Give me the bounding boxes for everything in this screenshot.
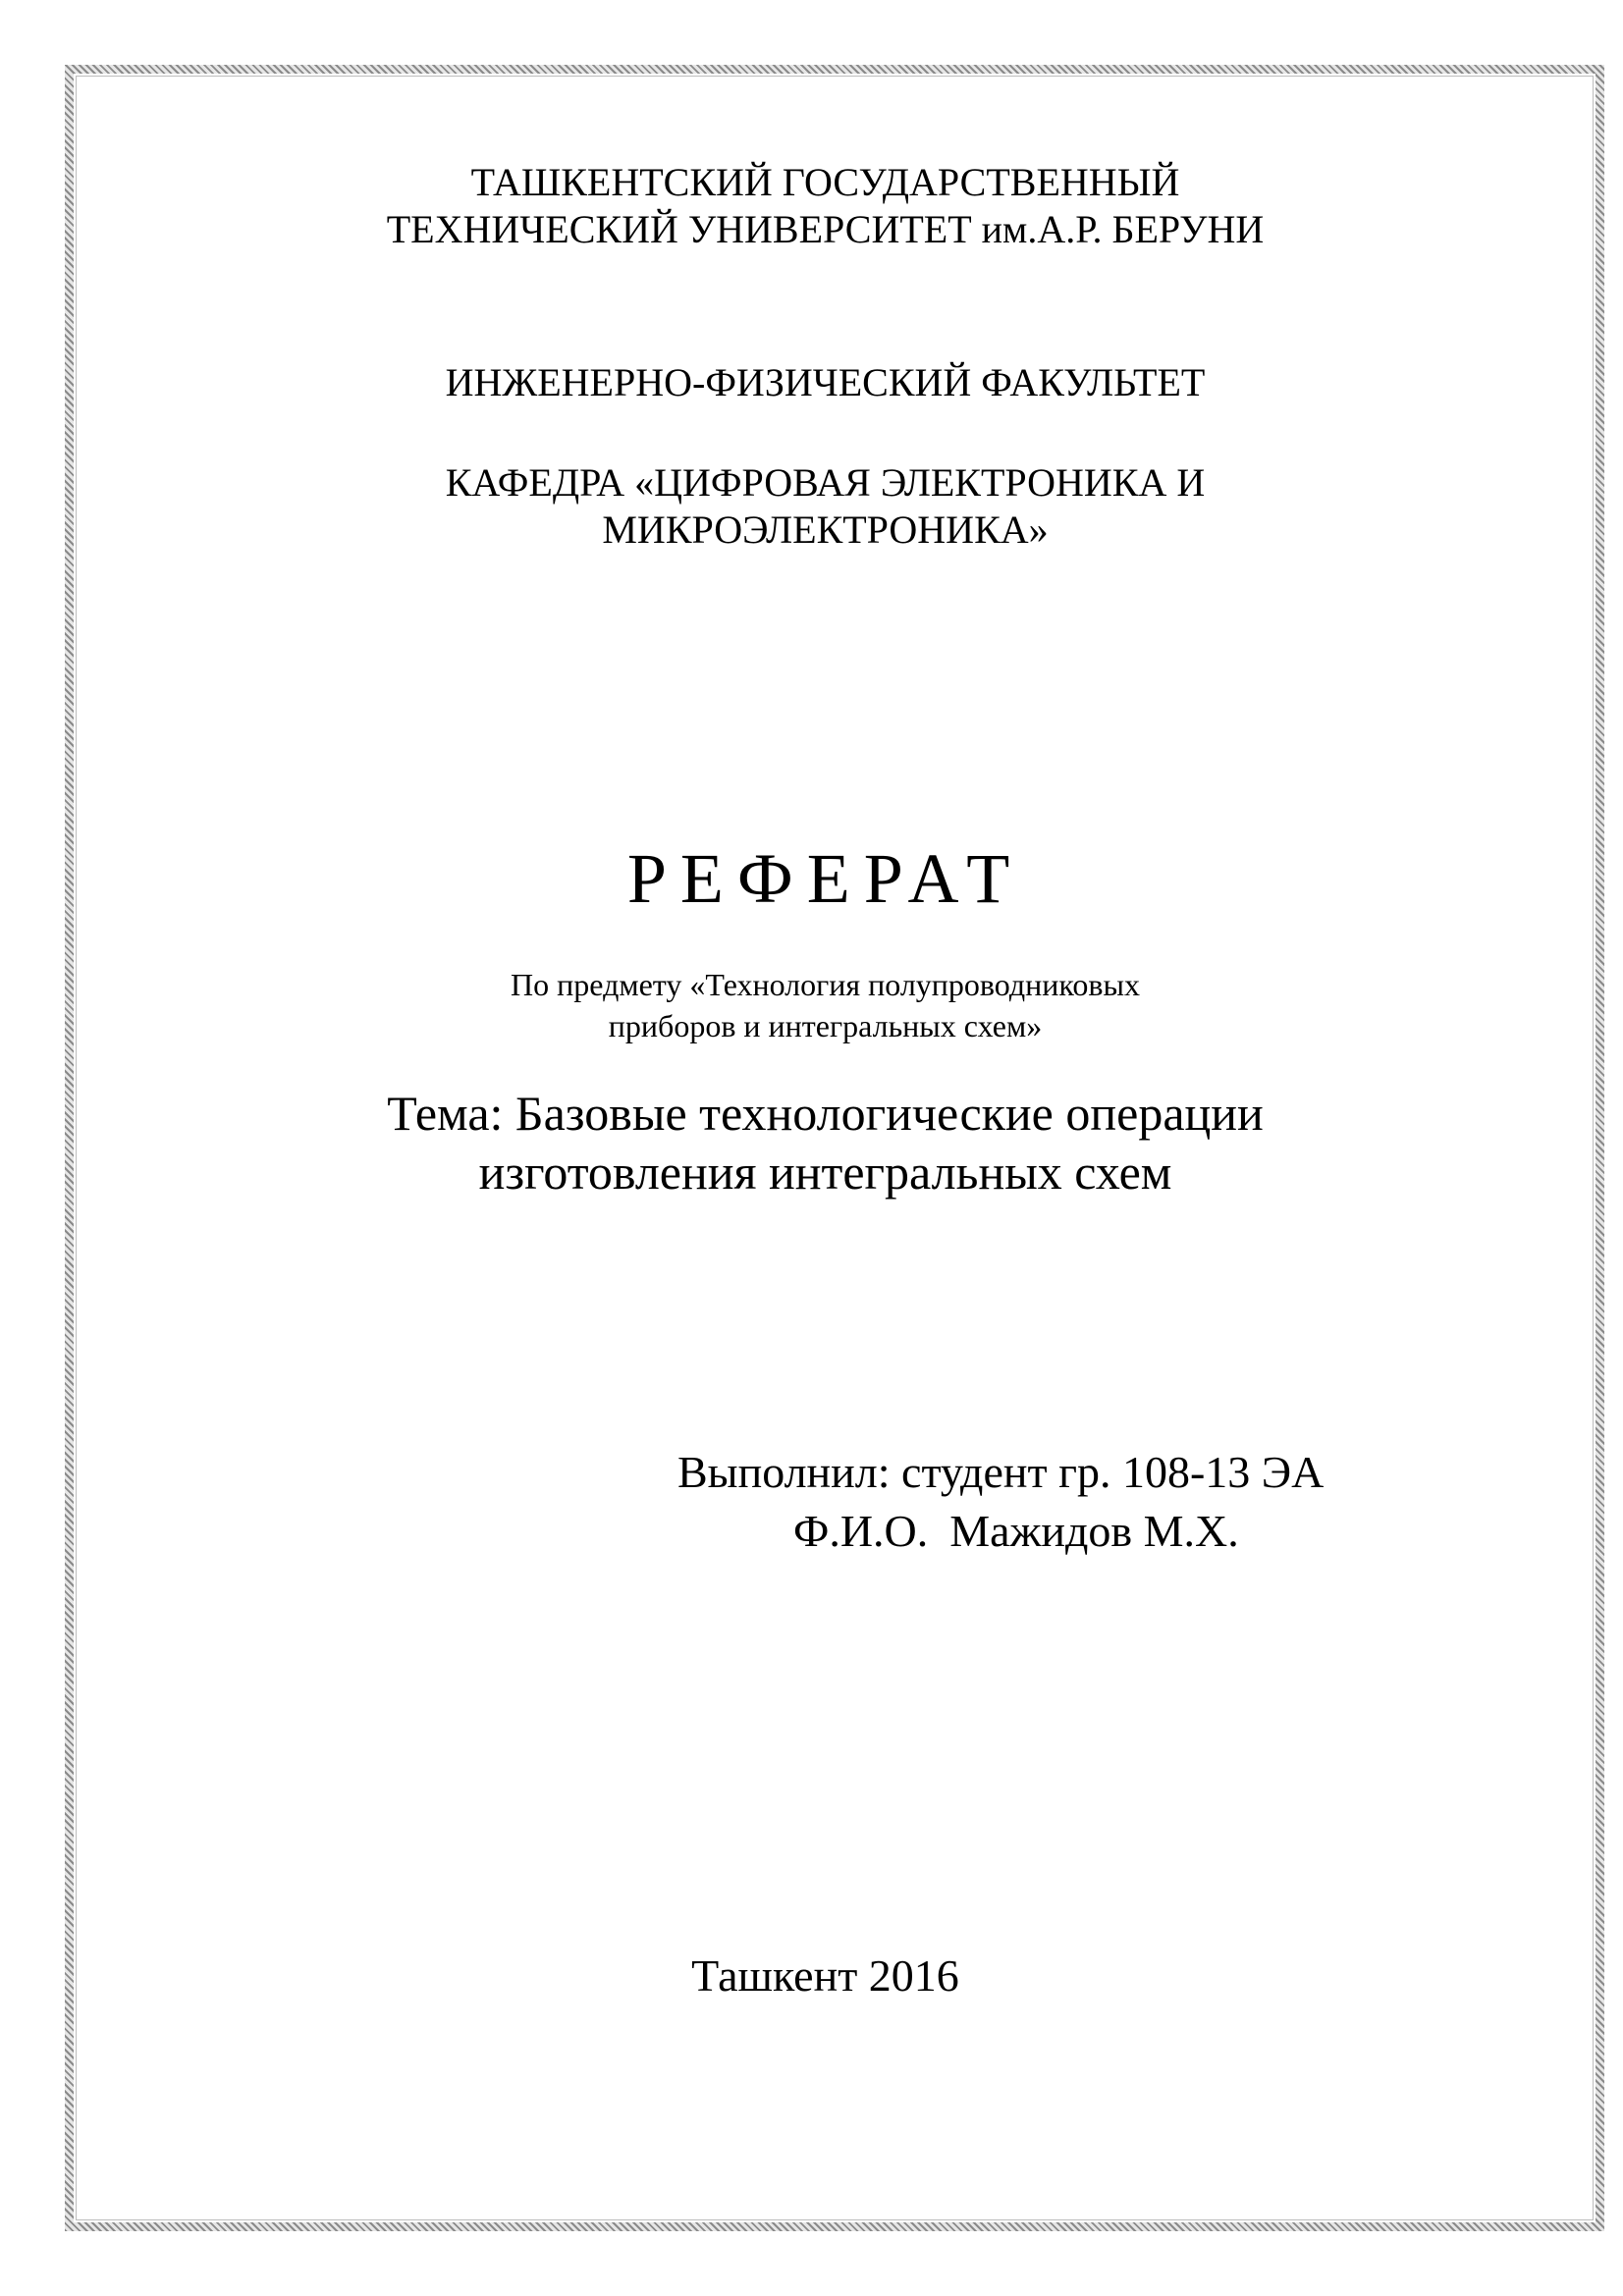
subject-description bbox=[14, 964, 1623, 1046]
university-name bbox=[14, 159, 1623, 253]
topic-title bbox=[14, 1084, 1623, 1201]
topic-line-2: изготовления интегральных схем bbox=[478, 1145, 1172, 1200]
faculty-name: ИНЖЕНЕРНО-ФИЗИЧЕСКИЙ ФАКУЛЬТЕТ bbox=[445, 360, 1206, 404]
department-name-line-2: МИКРОЭЛЕКТРОНИКА» bbox=[602, 507, 1049, 552]
performed-by-line: Выполнил: студент гр. 108-13 ЭА bbox=[677, 1447, 1325, 1497]
subject-line-2: приборов и интегральных схем» bbox=[608, 1008, 1043, 1043]
fio-name: Мажидов М.Х. bbox=[949, 1506, 1239, 1556]
fio-label: Ф.И.О. bbox=[793, 1506, 929, 1556]
department-name-line-1: КАФЕДРА «ЦИФРОВАЯ ЭЛЕКТРОНИКА И bbox=[445, 460, 1206, 505]
author-fio-line bbox=[677, 1502, 1324, 1561]
university-name-line-2: ТЕХНИЧЕСКИЙ УНИВЕРСИТЕТ им.А.Р. БЕРУНИ bbox=[386, 207, 1265, 251]
author-info bbox=[677, 1443, 1324, 1561]
document-type-title: РЕФЕРАТ bbox=[626, 839, 1024, 918]
city-and-year: Ташкент 2016 bbox=[691, 1950, 959, 2001]
subject-line-1: По предмету «Технология полупроводниковых bbox=[511, 967, 1140, 1002]
university-name-line-1: ТАШКЕНТСКИЙ ГОСУДАРСТВЕННЫЙ bbox=[470, 160, 1180, 204]
topic-line-1: Тема: Базовые технологические операции bbox=[387, 1086, 1264, 1141]
department-name bbox=[14, 459, 1623, 554]
